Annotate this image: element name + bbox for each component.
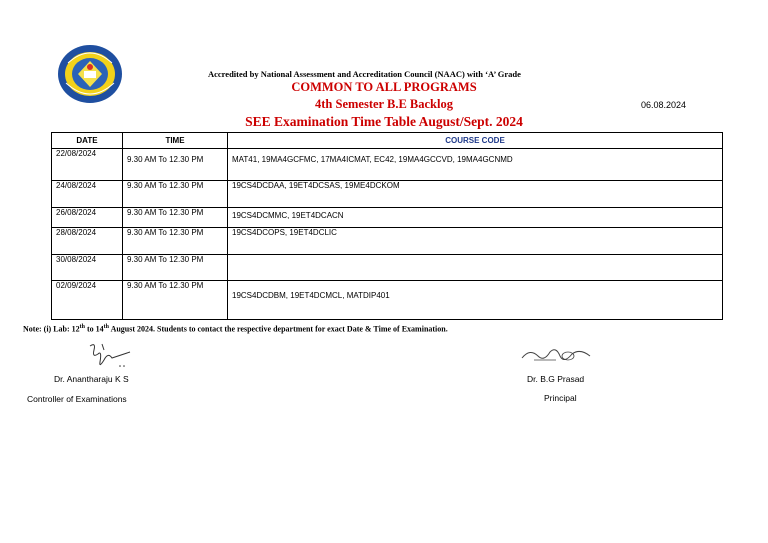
cell-date: 30/08/2024 <box>52 255 123 281</box>
cell-time: 9.30 AM To 12.30 PM <box>123 228 228 255</box>
accreditation-line: Accredited by National Assessment and Accreditation Council (NAAC) with ‘A’ Grade <box>208 69 521 79</box>
issue-date: 06.08.2024 <box>641 100 687 110</box>
header-course-code: COURSE CODE <box>228 133 723 149</box>
header-date: DATE <box>52 133 123 149</box>
note-suffix: August 2024. Students to contact the respective department for exact Date & Time of Examination. <box>109 324 448 334</box>
controller-signature <box>82 340 134 370</box>
principal-signature <box>520 344 592 366</box>
cell-date: 24/08/2024 <box>52 181 123 208</box>
principal-title: Principal <box>544 393 577 403</box>
cell-course: 19CS4DCDBM, 19ET4DCMCL, MATDIP401 <box>228 281 723 320</box>
table-row <box>52 255 723 281</box>
cell-date: 02/09/2024 <box>52 281 123 320</box>
cell-time: 9.30 AM To 12.30 PM <box>123 281 228 320</box>
cell-date: 22/08/2024 <box>52 149 123 181</box>
title-common-programs: COMMON TO ALL PROGRAMS <box>291 80 477 94</box>
table-row <box>52 208 723 228</box>
college-logo <box>56 43 124 105</box>
cell-course: 19CS4DCOPS, 19ET4DCLIC <box>228 228 723 255</box>
table-row <box>52 149 723 181</box>
cell-date: 28/08/2024 <box>52 228 123 255</box>
principal-name: Dr. B.G Prasad <box>527 374 585 384</box>
table-header-row <box>52 133 723 149</box>
cell-course <box>228 255 723 281</box>
header-time: TIME <box>123 133 228 149</box>
cell-time: 9.30 AM To 12.30 PM <box>123 255 228 281</box>
title-semester: 4th Semester B.E Backlog <box>315 97 453 111</box>
table-row <box>52 181 723 208</box>
controller-title: Controller of Examinations <box>27 394 127 404</box>
cell-time: 9.30 AM To 12.30 PM <box>123 149 228 181</box>
note-sup-1: th <box>79 324 85 330</box>
cell-course: MAT41, 19MA4GCFMC, 17MA4ICMAT, EC42, 19MA4GCCVD, 19MA4GCNMD <box>228 149 723 181</box>
note-prefix: Note: (i) Lab: 12 <box>23 324 80 334</box>
exam-timetable <box>51 132 723 320</box>
note-mid: to 14 <box>85 324 104 334</box>
note-sup-2: th <box>103 324 110 330</box>
cell-time: 9.30 AM To 12.30 PM <box>123 208 228 228</box>
cell-course: 19CS4DCMMC, 19ET4DCACN <box>228 208 723 228</box>
table-row <box>52 281 723 320</box>
lab-note <box>23 324 448 334</box>
cell-date: 26/08/2024 <box>52 208 123 228</box>
table-row <box>52 228 723 255</box>
cell-course: 19CS4DCDAA, 19ET4DCSAS, 19ME4DCKOM <box>228 181 723 208</box>
cell-time: 9.30 AM To 12.30 PM <box>123 181 228 208</box>
controller-name: Dr. Anantharaju K S <box>54 374 129 384</box>
title-timetable: SEE Examination Time Table August/Sept. 2024 <box>245 114 523 129</box>
